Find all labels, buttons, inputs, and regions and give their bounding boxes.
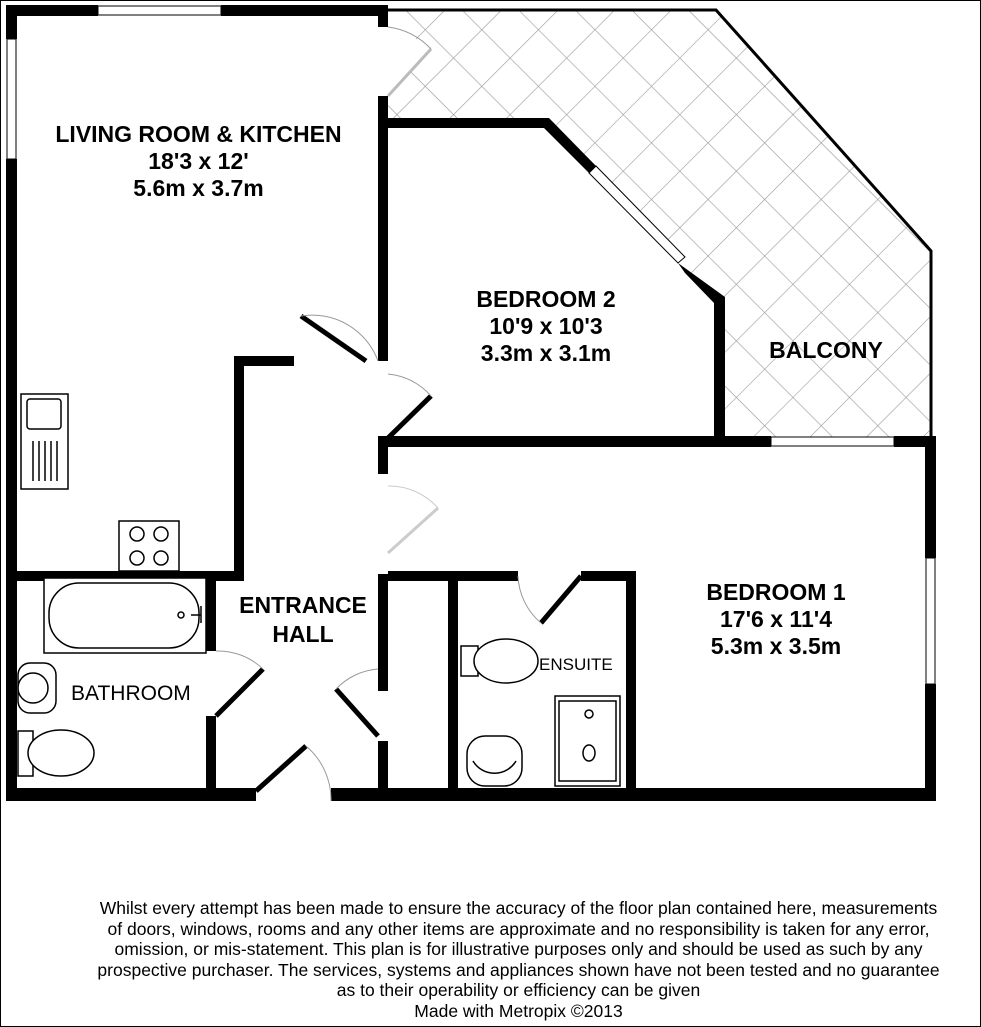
hob-icon [119, 521, 179, 571]
bathroom-label: BATHROOM [71, 682, 191, 705]
toilet-icon [18, 730, 94, 776]
ensuite-toilet-icon [461, 639, 538, 683]
bedroom1-label [681, 579, 871, 660]
hall-label [223, 591, 383, 649]
bedroom2-name: BEDROOM 2 [476, 286, 616, 312]
disclaimer-line: Whilst every attempt has been made to ensure the accuracy of the floor plan contained here, measurements [99, 898, 938, 918]
basin-icon [18, 663, 56, 713]
disclaimer-line: omission, or mis-statement. This plan is for illustrative purposes only and should be used as such by any [114, 939, 923, 959]
bedroom2-imperial: 10'9 x 10'3 [489, 313, 603, 339]
disclaimer-line: of doors, windows, rooms and any other items are approximate and no responsibility is taken for any error, [107, 918, 930, 939]
living-room-metric: 5.6m x 3.7m [133, 175, 264, 201]
bedroom1-metric: 5.3m x 3.5m [710, 633, 842, 659]
disclaimer [56, 898, 981, 1021]
hall-name-2: HALL [272, 621, 334, 647]
disclaimer-line: prospective purchaser. The services, systems and appliances shown have not been tested and no guarantee [97, 959, 940, 980]
living-room-imperial: 18'3 x 12' [148, 148, 249, 174]
bedroom2-label [451, 286, 641, 367]
balcony-area [388, 11, 931, 438]
bedroom1-imperial: 17'6 x 11'4 [720, 606, 832, 632]
ensuite-basin-icon [467, 736, 522, 786]
bedroom2-metric: 3.3m x 3.1m [480, 340, 612, 366]
disclaimer-line: as to their operability or efficiency can be given [336, 980, 701, 1000]
fixtures [18, 394, 620, 786]
balcony-label: BALCONY [769, 337, 883, 363]
living-room-label [31, 121, 366, 202]
ensuite-label: ENSUITE [539, 655, 613, 674]
bedroom1-name: BEDROOM 1 [706, 579, 846, 605]
credit: Made with Metropix ©2013 [414, 1000, 623, 1021]
living-room-name: LIVING ROOM & KITCHEN [55, 121, 342, 147]
shower-icon [555, 696, 620, 786]
hall-name: ENTRANCE [239, 592, 367, 618]
